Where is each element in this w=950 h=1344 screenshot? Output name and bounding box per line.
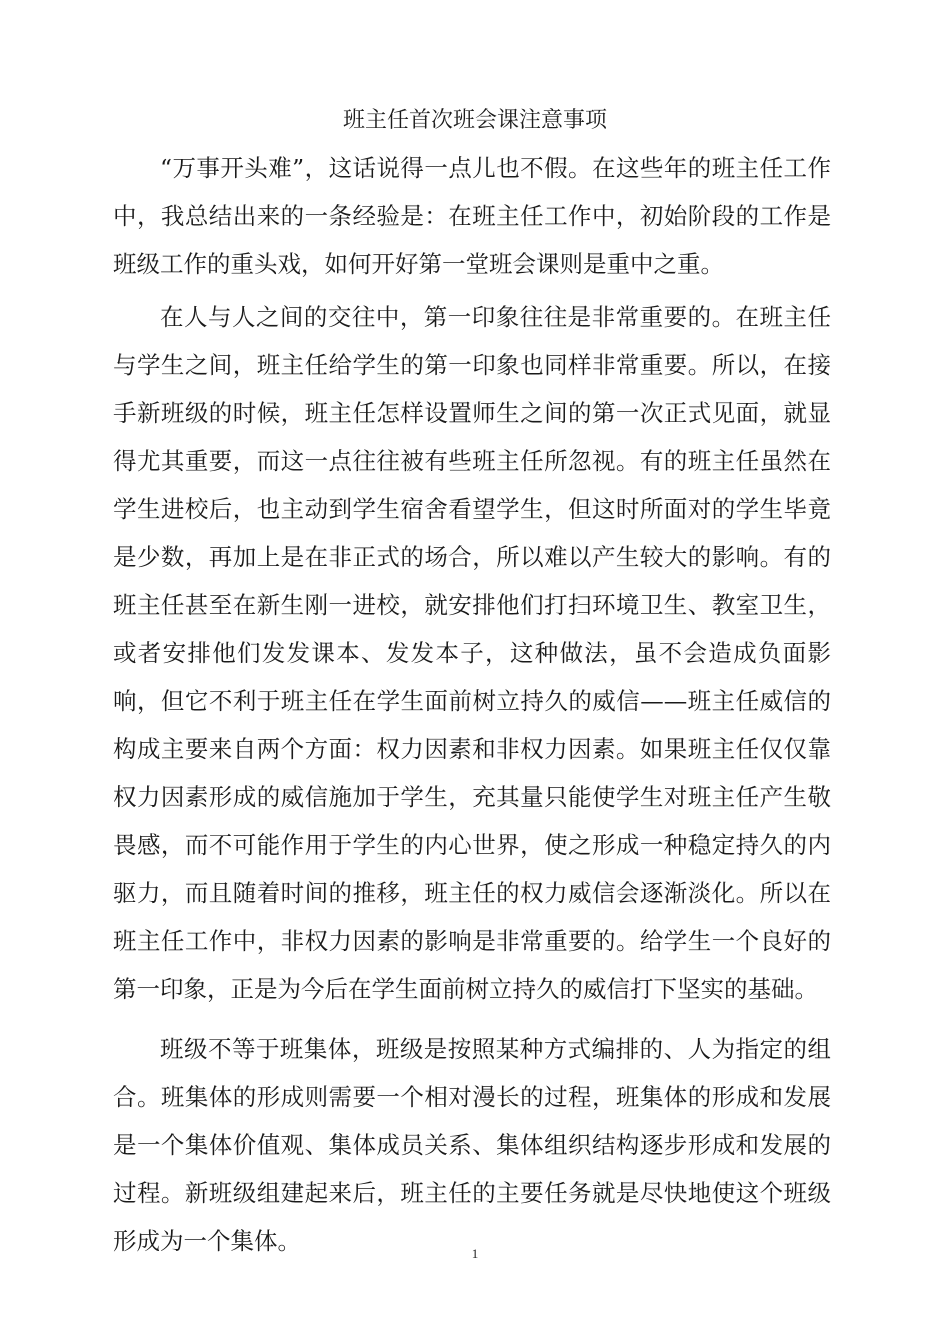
paragraph-2: 在人与人之间的交往中，第一印象往往是非常重要的。在班主任与学生之间，班主任给学生的第一印象也同样非常重要。所以，在接手新班级的时候，班主任怎样设置师生之间的第一次正式见面，就显得尤其重要，而这一点往往被有些班主任所忽视。有的班主任虽然在学生进校后，也主动到学生宿舍看望学生，但这时所面对的学生毕竟是少数，再加上是在非正式的场合，所以难以产生较大的影响。有的班主任甚至在新生刚一进校，就安排他们打扫环境卫生、教室卫生，或者安排他们发发课本、发发本子，这种做法，虽不会造成负面影响，但它不利于班主任在学生面前树立持久的威信——班主任威信的构成主要来自两个方面：权力因素和非权力因素。如果班主任仅仅靠权力因素形成的威信施加于学生，充其量只能使学生对班主任产生敬畏感，而不可能作用于学生的内心世界，使之形成一种稳定持久的内驱力，而且随着时间的推移，班主任的权力威信会逐渐淡化。所以在班主任工作中，非权力因素的影响是非常重要的。给学生一个良好的第一印象，正是为今后在学生面前树立持久的威信打下坚实的基础。 — [113, 303, 831, 1003]
paragraph-1: “万事开头难”，这话说得一点儿也不假。在这些年的班主任工作中，我总结出来的一条经验是：在班主任工作中，初始阶段的工作是班级工作的重头戏，如何开好第一堂班会课则是重中之重。 — [113, 154, 831, 278]
paragraph-3: 班级不等于班集体，班级是按照某种方式编排的、人为指定的组合。班集体的形成则需要一个相对漫长的过程，班集体的形成和发展是一个集体价值观、集体成员关系、集体组织结构逐步形成和发展的过程。新班级组建起来后，班主任的主要任务就是尽快地使这个班级形成为一个集体。 — [113, 1035, 831, 1255]
page-number: 1 — [471, 1246, 479, 1261]
document-title: 班主任首次班会课注意事项 — [342, 108, 607, 133]
document-body — [113, 144, 831, 1265]
